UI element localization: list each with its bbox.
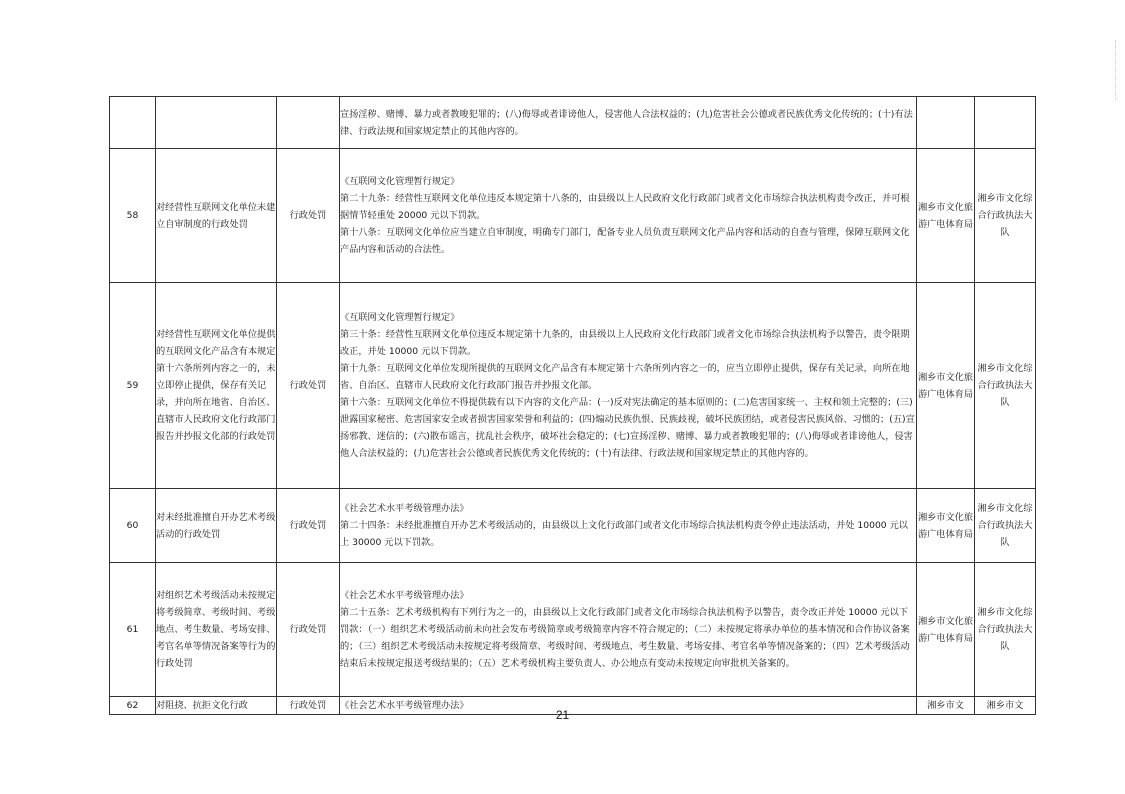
legal-basis-cell <box>340 489 917 563</box>
enforcement-body-cell <box>975 97 1036 149</box>
table-row <box>110 489 1036 563</box>
table-row <box>110 97 1036 149</box>
table-row <box>110 149 1036 283</box>
implementing-agency-cell: 湘乡市文化旅游广电体育局 <box>917 563 975 697</box>
enforcement-body-cell: 湘乡市文化综合行政执法大队 <box>975 563 1036 697</box>
implementing-agency-cell: 湘乡市文化旅游广电体育局 <box>917 283 975 489</box>
table-row <box>110 283 1036 489</box>
implementing-agency-cell: 湘乡市文化旅游广电体育局 <box>917 489 975 563</box>
item-name-cell: 对组织艺术考级活动未按规定将考级简章、考级时间、考级地点、考生数量、考场安排、考官名单等情况备案等行为的行政处罚 <box>156 563 277 697</box>
item-number-cell: 60 <box>110 489 156 563</box>
item-type-cell: 行政处罚 <box>277 283 340 489</box>
basis-title: 《互联网文化管理暂行规定》 <box>340 312 460 323</box>
basis-paragraph: 第二十四条：未经批准擅自开办艺术考级活动的，由县级以上文化行政部门或者文化市场综合执法机构责令停止违法活动，并处 10000 元以上 30000 元以下罚款。 <box>340 520 908 548</box>
item-number-cell: 58 <box>110 149 156 283</box>
enforcement-body-cell: 湘乡市文化综合行政执法大队 <box>975 149 1036 283</box>
basis-paragraph: 第十六条：互联网文化单位不得提供载有以下内容的文化产品：(一)反对宪法确定的基本原则的；(二)危害国家统一、主权和领土完整的；(三)泄露国家秘密、危害国家安全或者损害国家荣誉和利益的；(四)煽动民族仇恨、民族歧视，破坏民族团结，或者侵害民族风俗、习惯的；(五)宣扬邪教、迷信的；(六)散布谣言，扰乱社会秩序，破坏社会稳定的；(七)宣扬淫秽、赌博、暴力或者教唆犯罪的；(八)侮辱或者诽谤他人，侵害他人合法权益的；(九)危害社会公德或者民族优秀文化传统的；(十)有法律、行政法规和国家规定禁止的其他内容的。 <box>340 397 915 459</box>
item-type-cell: 行政处罚 <box>277 563 340 697</box>
item-number-cell: 61 <box>110 563 156 697</box>
item-name-cell: 对经营性互联网文化单位提供的互联网文化产品含有本规定第十六条所列内容之一的，未立即停止提供，保存有关记录，并向所在地省、自治区、直辖市人民政府文化行政部门报告并抄报文化部的行政处罚 <box>156 283 277 489</box>
basis-paragraph: 第二十五条：艺术考级机构有下列行为之一的，由县级以上文化行政部门或者文化市场综合执法机构予以警告，责令改正并处 10000 元以下罚款：（一）组织艺术考级活动前未向社会发布考级简章或考级简章内容不符合规定的；（二）未按规定将承办单位的基本情况和合作协议备案的；（三）组织艺术考级活动未按规定将考级简章、考级时间、考级地点、考生数量、考场安排、考官名单等情况备案的；（四）艺术考级活动结束后未按规定报送考级结果的；（五）艺术考级机构主要负责人、办公地点有变动未按规定向审批机关备案的。 <box>340 607 910 669</box>
item-name-cell: 对经营性互联网文化单位未建立自审制度的行政处罚 <box>156 149 277 283</box>
enforcement-body-cell: 湘乡市文化综合行政执法大队 <box>975 283 1036 489</box>
penalty-table <box>109 96 1036 715</box>
item-name-cell: 对未经批准擅自开办艺术考级活动的行政处罚 <box>156 489 277 563</box>
basis-title: 《互联网文化管理暂行规定》 <box>340 176 460 187</box>
basis-paragraph: 宣扬淫秽、赌博、暴力或者教唆犯罪的；(八)侮辱或者诽谤他人，侵害他人合法权益的；(九)危害社会公德或者民族优秀文化传统的；(十)有法律、行政法规和国家规定禁止的其他内容的。 <box>340 108 913 137</box>
page-number: 21 <box>555 708 570 722</box>
item-type-cell <box>277 97 340 149</box>
scan-edge-mark <box>1115 40 1119 100</box>
basis-title: 《社会艺术水平考级管理办法》 <box>340 590 469 601</box>
table-row <box>110 563 1036 697</box>
implementing-agency-cell: 湘乡市文 <box>917 697 975 715</box>
legal-basis-cell <box>340 563 917 697</box>
item-number-cell: 62 <box>110 697 156 715</box>
basis-paragraph: 第十八条：互联网文化单位应当建立自审制度，明确专门部门，配备专业人员负责互联网文化产品内容和活动的自查与管理，保障互联网文化产品内容和活动的合法性。 <box>340 227 910 255</box>
implementing-agency-cell <box>917 97 975 149</box>
basis-paragraph: 第十九条：互联网文化单位发现所提供的互联网文化产品含有本规定第十六条所列内容之一的，应当立即停止提供，保存有关记录，向所在地省、自治区、直辖市人民政府文化行政部门报告并抄报文化部。 <box>340 363 910 391</box>
basis-title: 《社会艺术水平考级管理办法》 <box>340 700 469 711</box>
item-name-cell <box>156 97 277 149</box>
legal-basis-cell <box>340 149 917 283</box>
item-number-cell <box>110 97 156 149</box>
item-type-cell: 行政处罚 <box>277 489 340 563</box>
item-name-cell: 对阻挠、抗拒文化行政 <box>156 697 277 715</box>
enforcement-body-cell: 湘乡市文化综合行政执法大队 <box>975 489 1036 563</box>
legal-basis-cell <box>340 283 917 489</box>
basis-paragraph: 第三十条：经营性互联网文化单位违反本规定第十九条的，由县级以上人民政府文化行政部门或者文化市场综合执法机构予以警告，责令限期改正，并处 10000 元以下罚款。 <box>340 329 910 357</box>
item-type-cell: 行政处罚 <box>277 697 340 715</box>
legal-basis-cell <box>340 97 917 149</box>
enforcement-body-cell: 湘乡市文 <box>975 697 1036 715</box>
item-number-cell: 59 <box>110 283 156 489</box>
item-type-cell: 行政处罚 <box>277 149 340 283</box>
implementing-agency-cell: 湘乡市文化旅游广电体育局 <box>917 149 975 283</box>
basis-title: 《社会艺术水平考级管理办法》 <box>340 503 469 514</box>
basis-paragraph: 第二十九条：经营性互联网文化单位违反本规定第十八条的，由县级以上人民政府文化行政部门或者文化市场综合执法机构责令改正，并可根据情节轻重处 20000 元以下罚款。 <box>340 193 910 221</box>
